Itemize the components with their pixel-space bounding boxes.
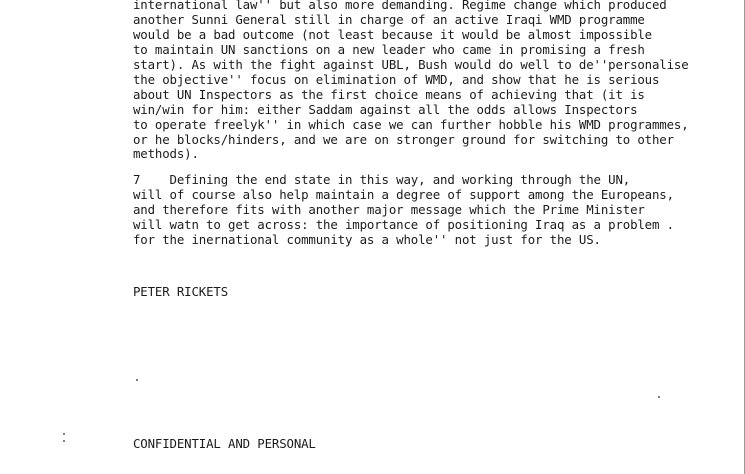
text-line: will watn to get across: the importance of positioning Iraq as a problem . — [133, 217, 674, 232]
text-line: would be a bad outcome (not least because it would be almost impossible — [133, 27, 652, 42]
scan-speck — [136, 379, 138, 381]
text-line: 7 Defining the end state in this way, and working through the UN, — [133, 172, 631, 187]
text-line: start). As with the fight against UBL, Bush would do well to de''personalise — [133, 57, 689, 72]
text-line: will of course also help maintain a degree of support among the Europeans, — [133, 187, 674, 202]
text-line: win/win for him: either Saddam against all the odds allows Inspectors — [133, 102, 638, 117]
scan-speck — [63, 433, 65, 435]
text-line: about UN Inspectors as the first choice means of achieving that (it is — [133, 87, 645, 102]
scan-speck — [63, 440, 65, 442]
text-line: to maintain UN sanctions on a new leader who came in promising a fresh — [133, 42, 645, 57]
text-line: for the inernational community as a whole'' not just for the US. — [133, 232, 601, 247]
text-line: international law'' but also more demanding. Regime change which produced — [133, 0, 667, 12]
text-line: methods). — [133, 146, 199, 161]
signature: PETER RICKETS — [133, 284, 229, 299]
text-line: the objective'' focus on elimination of WMD, and show that he is serious — [133, 72, 660, 87]
text-line: to operate freelyk'' in which case we can further hobble his WMD programmes, — [133, 117, 689, 132]
footer-classification: CONFIDENTIAL AND PERSONAL — [133, 436, 316, 451]
text-line: another Sunni General still in charge of an active Iraqi WMD programme — [133, 12, 645, 27]
scan-speck — [658, 396, 660, 398]
text-line: or he blocks/hinders, and we are on stronger ground for switching to other — [133, 132, 674, 147]
text-line: and therefore fits with another major message which the Prime Minister — [133, 202, 645, 217]
